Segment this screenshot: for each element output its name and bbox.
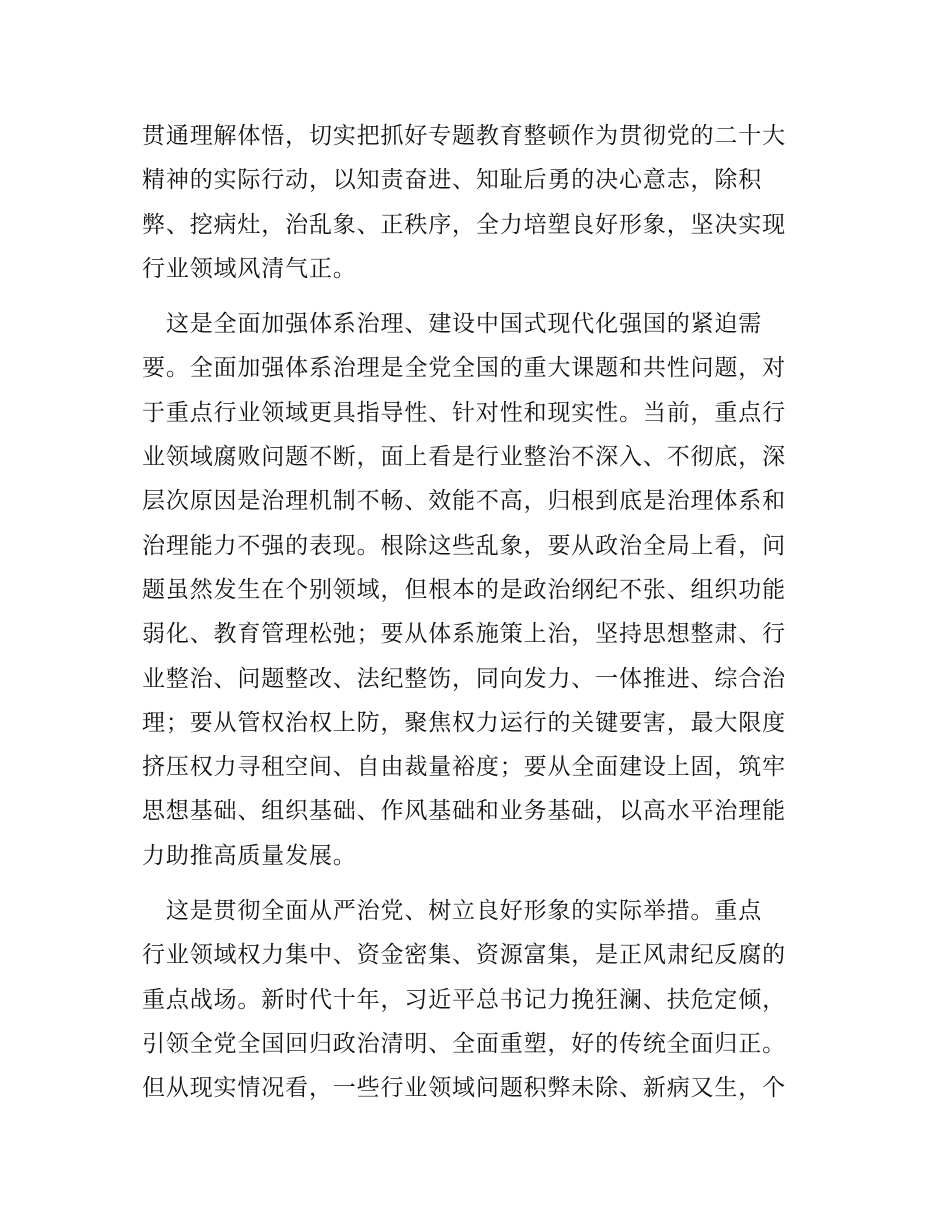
text-line: 引领全党全国回归政治清明、全面重塑，好的传统全面归正。 — [142, 1030, 786, 1057]
text-line: 层次原因是治理机制不畅、效能不高，归根到底是治理体系和 — [142, 488, 786, 515]
text-line: 弊、挖病灶，治乱象、正秩序，全力培塑良好形象，坚决实现 — [142, 211, 786, 238]
paragraph-1 — [142, 114, 810, 291]
text-line: 力助推高质量发展。 — [142, 842, 357, 869]
text-line: 行业领域权力集中、资金密集、资源富集，是正风肃纪反腐的 — [142, 942, 786, 969]
text-line: 业整治、问题整改、法纪整饬，同向发力、一体推进、综合治 — [142, 665, 786, 692]
text-line: 业领域腐败问题不断，面上看是行业整治不深入、不彻底，深 — [142, 444, 786, 471]
text-line: 行业领域风清气正。 — [142, 255, 357, 282]
text-line: 精神的实际行动，以知责奋进、知耻后勇的决心意志，除积 — [142, 167, 763, 194]
text-line: 思想基础、组织基础、作风基础和业务基础，以高水平治理能 — [142, 798, 786, 825]
text-line: 理；要从管权治权上防，聚焦权力运行的关键要害，最大限度 — [142, 709, 786, 736]
paragraph-2 — [142, 302, 810, 878]
paragraph-3 — [142, 889, 810, 1110]
text-line: 挤压权力寻租空间、自由裁量裕度；要从全面建设上固，筑牢 — [142, 754, 786, 781]
text-line: 但从现实情况看，一些行业领域问题积弊未除、新病又生，个 — [142, 1075, 786, 1102]
document-body — [142, 114, 810, 1111]
text-line: 重点战场。新时代十年，习近平总书记力挽狂澜、扶危定倾， — [142, 986, 786, 1013]
text-line: 贯通理解体悟，切实把抓好专题教育整顿作为贯彻党的二十大 — [142, 123, 786, 149]
text-line: 这是贯彻全面从严治党、树立良好形象的实际举措。重点 — [142, 898, 763, 925]
text-line: 弱化、教育管理松弛；要从体系施策上治，坚持思想整肃、行 — [142, 621, 786, 648]
text-line: 治理能力不强的表现。根除这些乱象，要从政治全局上看，问 — [142, 532, 786, 559]
text-line: 这是全面加强体系治理、建设中国式现代化强国的紧迫需 — [142, 311, 763, 338]
text-line: 要。全面加强体系治理是全党全国的重大课题和共性问题，对 — [142, 355, 786, 382]
text-line: 题虽然发生在个别领域，但根本的是政治纲纪不张、组织功能 — [142, 576, 786, 603]
text-line: 于重点行业领域更具指导性、针对性和现实性。当前，重点行 — [142, 399, 786, 426]
